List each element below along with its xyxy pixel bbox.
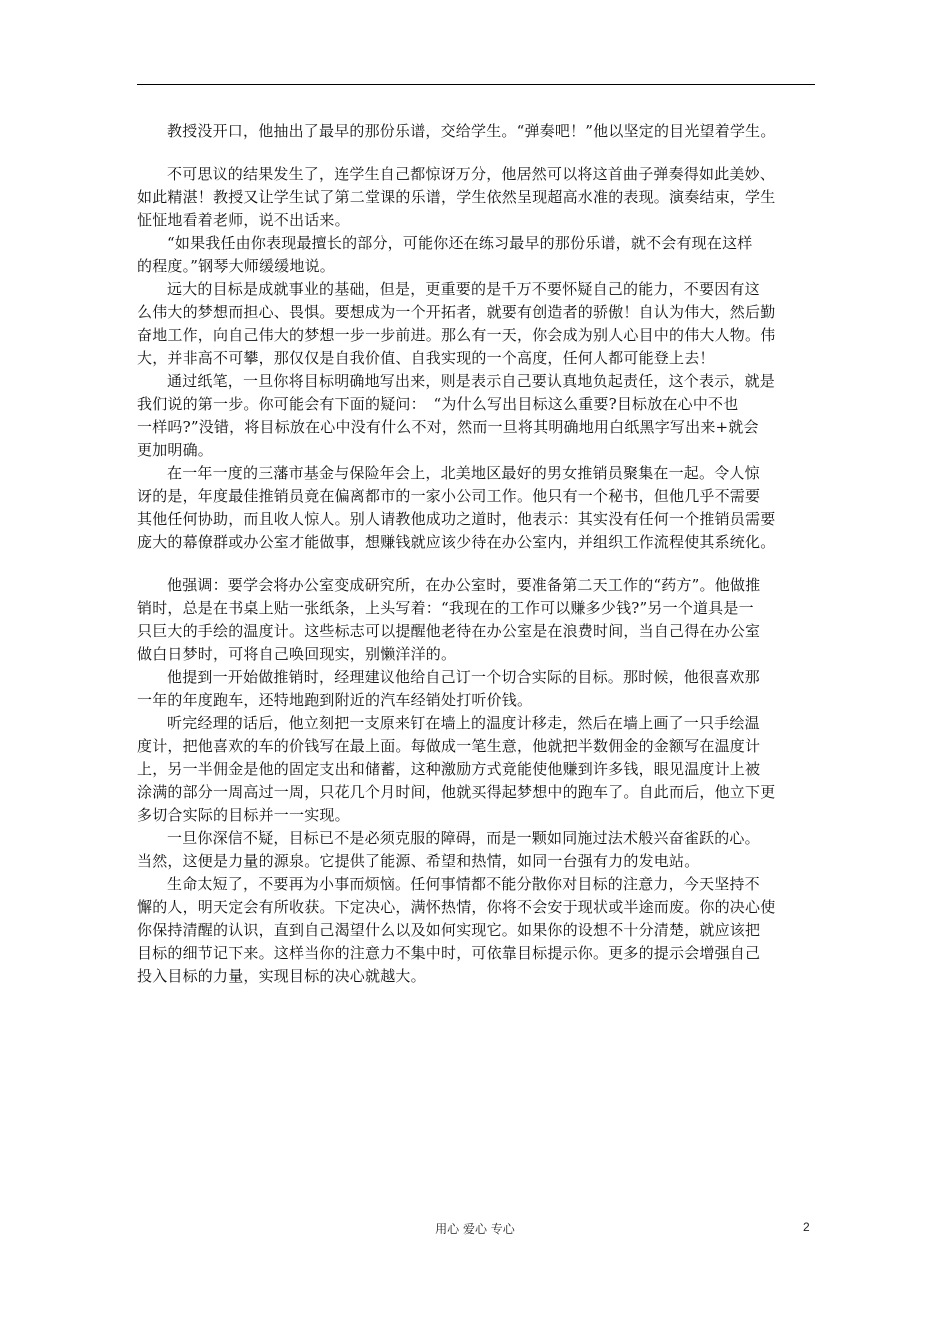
- paragraph: “如果我任由你表现最擅长的部分，可能你还在练习最早的那份乐谱，就不会有现在这样 的程度。”钢琴大师缓缓地说。: [137, 234, 753, 275]
- paragraph: 一旦你深信不疑，目标已不是必须克服的障碍，而是一颗如同施过法术般兴奋雀跃的心。 当然，这便是力量的源泉。它提供了能源、希望和热情，如同一台强有力的发电站。: [137, 829, 760, 870]
- paragraph: 在一年一度的三藩市基金与保险年会上，北美地区最好的男女推销员聚集在一起。令人惊 讶的是，年度最佳推销员竟在偏离都市的一家小公司工作。他只有一个秘书，但他几乎不需要 其他任何协助，而且收人惊人。别人请教他成功之道时，他表示：其实没有任何一个推销员需要 庞大的幕僚群或办公室才能做事，想赚钱就应该少待在办公室内，并组织工作流程使其系统化。: [137, 464, 776, 551]
- page-number: 2: [803, 1220, 810, 1234]
- paragraph: 听完经理的话后，他立刻把一支原来钉在墙上的温度计移走，然后在墙上画了一只手绘温 度计，把他喜欢的车的价钱写在最上面。每做成一笔生意，他就把半数佣金的金额写在温度计 上，另一半佣金是他的固定支出和储蓄，这种激励方式竟能使他赚到许多钱，眼见温度计上被 涂满的部分一周高过一周，只花几个月时间，他就买得起梦想中的跑车了。自此而后，他立下更 多切合实际的目标并一一实现。: [137, 714, 776, 824]
- footer-text: 用心 爱心 专心: [435, 1222, 515, 1236]
- paragraph: 他提到一开始做推销时，经理建议他给自己订一个切合实际的目标。那时候，他很喜欢那 一年的年度跑车，还特地跑到附近的汽车经销处打听价钱。: [137, 668, 760, 709]
- paragraph: 远大的目标是成就事业的基础，但是，更重要的是千万不要怀疑自己的能力，不要因有这 么伟大的梦想而担心、畏惧。要想成为一个开拓者，就要有创造者的骄傲！自认为伟大，然后勤 奋地工作，向自己伟大的梦想一步一步前进。那么有一天，你会成为别人心目中的伟大人物。伟 大，并非高不可攀，那仅仅是自我价值、自我实现的一个高度，任何人都可能登上去！: [137, 280, 776, 367]
- header-rule: [137, 84, 815, 85]
- paragraph: 生命太短了，不要再为小事而烦恼。任何事情都不能分散你对目标的注意力，今天坚持不 懈的人，明天定会有所收获。下定决心，满怀热情，你将不会安于现状或半途而废。你的决心使 你保持清醒的认识，直到自己渴望什么以及如何实现它。如果你的设想不十分清楚，就应该把 目标的细节记下来。这样当你的注意力不集中时，可依靠目标提示你。更多的提示会增强自己 投入目标的力量，实现目标的决心就越大。: [137, 875, 776, 985]
- document-body: [137, 120, 837, 988]
- paragraph: 他强调：要学会将办公室变成研究所，在办公室时，要准备第二天工作的“药方”。他做推 销时，总是在书桌上贴一张纸条，上头写着：“我现在的工作可以赚多少钱?”另一个道具是一 只巨大的手绘的温度计。这些标志可以提醒他老待在办公室是在浪费时间，当自己得在办公室 做白日梦时，可将自己唤回现实，别懒洋洋的。: [137, 576, 761, 663]
- paragraph: 不可思议的结果发生了，连学生自己都惊讶万分，他居然可以将这首曲子弹奏得如此美妙、 如此精湛！教授又让学生试了第二堂课的乐谱，学生依然呈现超高水准的表现。演奏结束，学生 怔怔地看着老师，说不出话来。: [137, 165, 776, 229]
- paragraph: 教授没开口，他抽出了最早的那份乐谱，交给学生。“弹奏吧！”他以坚定的目光望着学生。: [167, 122, 776, 140]
- paragraph: 通过纸笔，一旦你将目标明确地写出来，则是表示自己要认真地负起责任，这个表示，就是 我们说的第一步。你可能会有下面的疑问： “为什么写出目标这么重要?目标放在心中不也 一样吗?”没错，将目标放在心中没有什么不对，然而一旦将其明确地用白纸黑字写出来+就会 更加明确。: [137, 372, 776, 459]
